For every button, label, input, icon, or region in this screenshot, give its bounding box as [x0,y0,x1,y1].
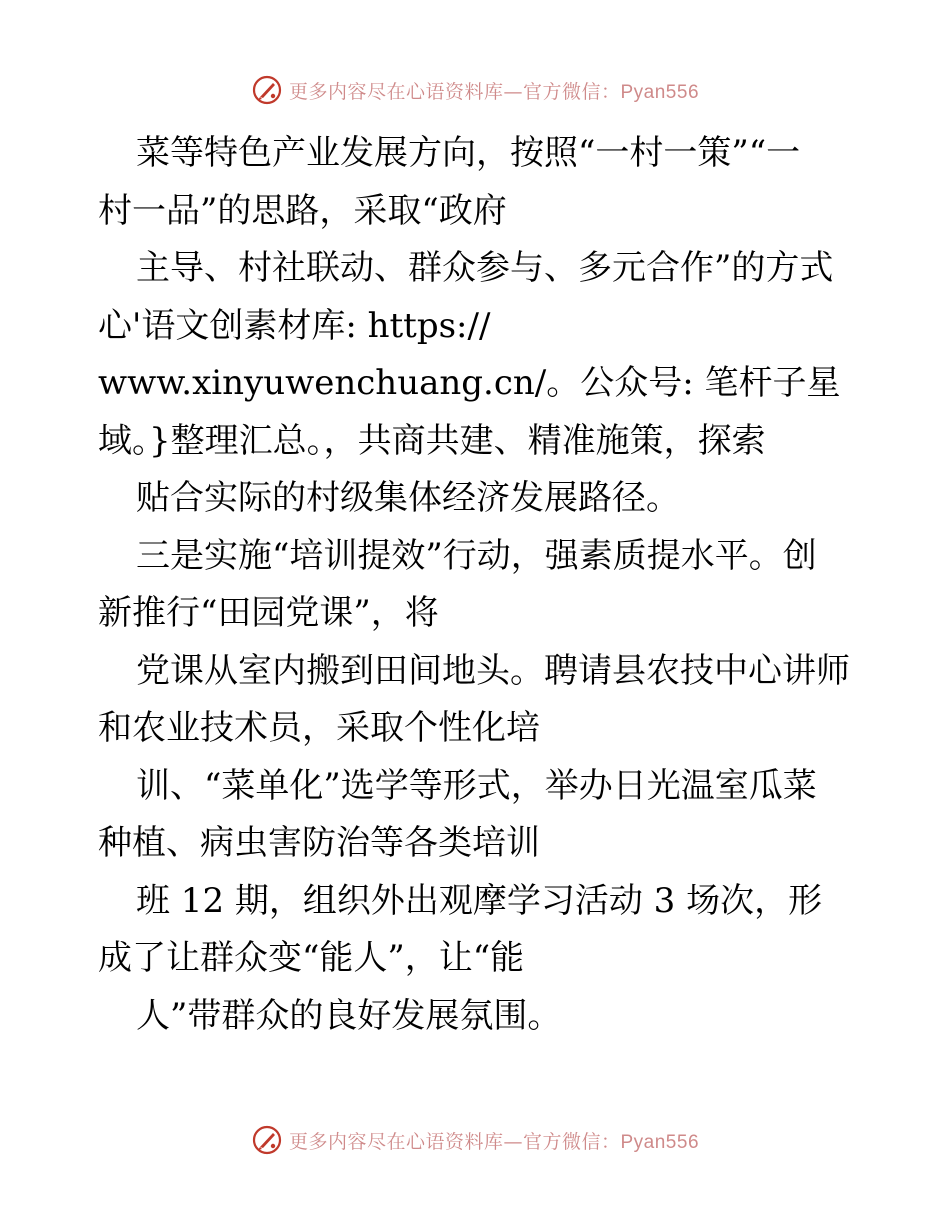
header-banner [0,70,950,110]
text-line: 成了让群众变“能人”，让“能 [98,938,525,978]
text-line: 党课从室内搬到田间地头。聘请县农技中心讲师 [136,650,850,691]
footer-banner-text [289,1127,699,1154]
text-line: 种植、病虫害防治等各类培训 [98,823,540,863]
quill-logo-icon [251,1124,283,1156]
text-line: 三是实施“培训提效”行动，强素质提水平。创 [136,535,817,576]
footer-banner [0,1120,950,1160]
body-text [98,125,858,1045]
footer-banner-wechat: 官方微信：Pyan556 [523,1131,700,1153]
header-banner-main: 更多内容尽在心语资料库 [288,80,504,103]
text-line: 班 12 期，组织外出观摩学习活动 3 场次，形 [136,880,823,921]
header-banner-text [289,77,699,104]
text-line: 人”带群众的良好发展氛围。 [136,995,562,1036]
text-line: 心'语文创素材库: https:// [98,305,491,346]
footer-banner-main: 更多内容尽在心语资料库 [288,1130,504,1153]
text-line: 新推行“田园党课”，将 [98,593,439,633]
quill-logo-icon [251,74,283,106]
text-line: 训、“菜单化”选学等形式，举办日光温室瓜菜 [136,765,817,806]
text-line: www.xinyuwenchuang.cn/。公众号: 笔杆子星 [98,363,841,403]
text-line: 菜等特色产业发展方向，按照“一村一策”“一 [136,133,801,173]
header-banner-wechat: 官方微信：Pyan556 [523,81,700,103]
text-line: 贴合实际的村级集体经济发展路径。 [136,478,680,518]
text-line: 和农业技术员，采取个性化培 [98,708,540,748]
header-banner-sep: — [503,80,523,103]
footer-banner-sep: — [503,1130,523,1153]
text-line: 主导、村社联动、群众参与、多元合作”的方式 [136,248,834,288]
text-line: 域。}整理汇总。，共商共建、精准施策，探索 [98,420,766,461]
text-line: 村一品”的思路，采取“政府 [98,190,507,231]
